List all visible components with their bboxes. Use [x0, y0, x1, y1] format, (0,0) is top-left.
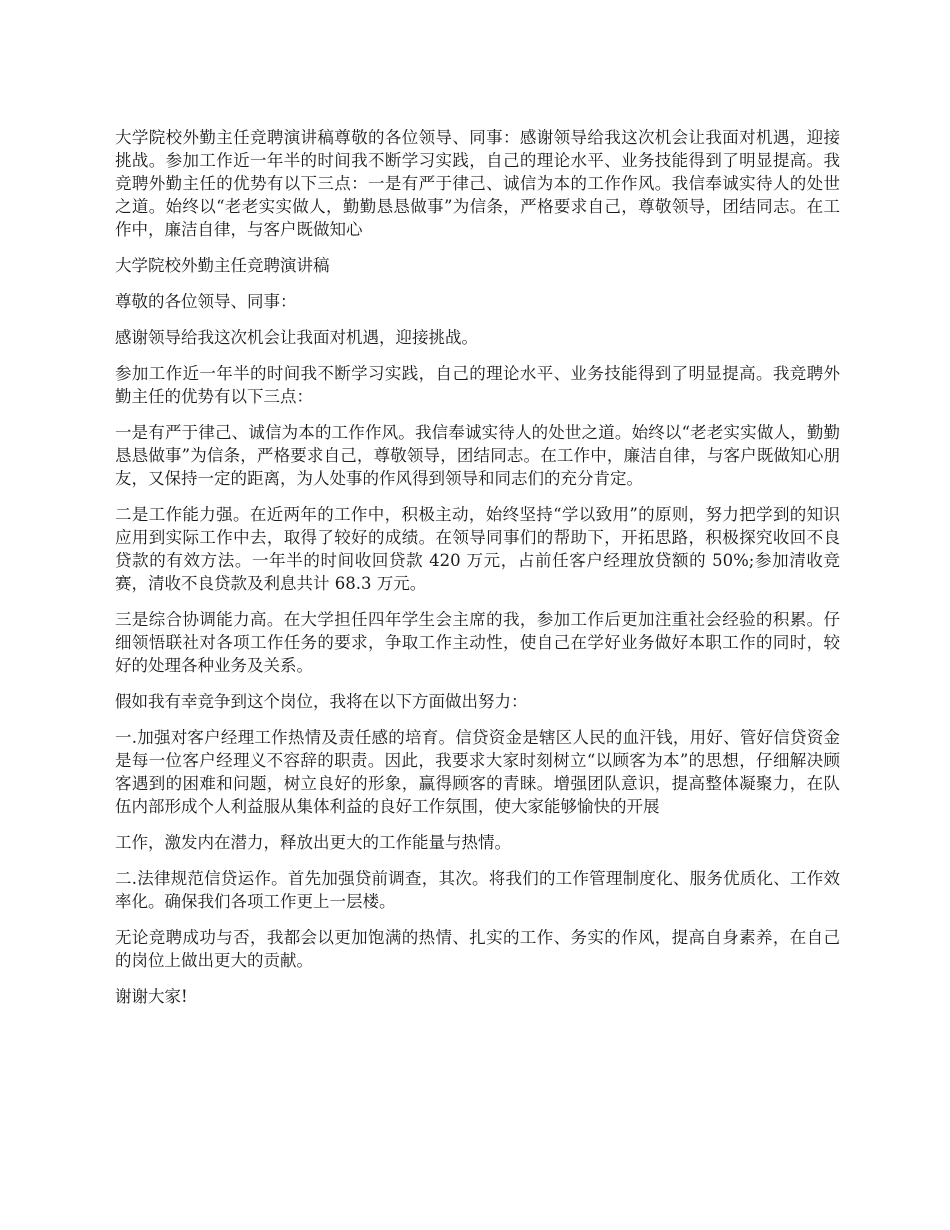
closing-paragraph: 无论竞聘成功与否，我都会以更加饱满的热情、扎实的工作、务实的作风，提高自身素养，在自己的岗位上做出更大的贡献。: [115, 928, 840, 970]
document-body: [115, 126, 840, 1021]
plan-two-paragraph: 二.法律规范信贷运作。首先加强贷前调查，其次。将我们的工作管理制度化、服务优质化、工作效率化。确保我们各项工作更上一层楼。: [115, 869, 840, 911]
intro-summary-paragraph: 大学院校外勤主任竞聘演讲稿尊敬的各位领导、同事：感谢领导给我这次机会让我面对机遇，迎接挑战。参加工作近一年半的时间我不断学习实践，自己的理论水平、业务技能得到了明显提高。我竞聘外勤主任的优势有以下三点：一是有严于律己、诚信为本的工作作风。我信奉诚实待人的处世之道。始终以“老老实实做人，勤勤恳恳做事”为信条，严格要求自己，尊敬领导，团结同志。在工作中，廉洁自律，与客户既做知心: [115, 128, 840, 239]
strength-one-paragraph: 一是有严于律己、诚信为本的工作作风。我信奉诚实待人的处世之道。始终以“老老实实做人，勤勤恳恳做事”为信条，严格要求自己，尊敬领导，团结同志。在工作中，廉洁自律，与客户既做知心朋友，又保持一定的距离，为人处事的作风得到领导和同志们的充分肯定。: [115, 423, 840, 488]
experience-paragraph: 参加工作近一年半的时间我不断学习实践，自己的理论水平、业务技能得到了明显提高。我竞聘外勤主任的优势有以下三点：: [115, 364, 840, 406]
salutation: 尊敬的各位领导、同事：: [115, 292, 297, 311]
strength-three-paragraph: 三是综合协调能力高。在大学担任四年学生会主席的我，参加工作后更加注重社会经验的积累。仔细领悟联社对各项工作任务的要求，争取工作主动性，使自己在学好业务做好本职工作的同时，较好的处理各种业务及关系。: [115, 610, 840, 675]
speech-title: 大学院校外勤主任竞聘演讲稿: [115, 256, 330, 275]
plan-one-paragraph: 一.加强对客户经理工作热情及责任感的培育。信贷资金是辖区人民的血汗钱，用好、管好信贷资金是每一位客户经理义不容辞的职责。因此，我要求大家时刻树立“以顾客为本”的思想，仔细解决顾客遇到的困难和问题，树立良好的形象，赢得顾客的青睐。增强团队意识，提高整体凝聚力，在队伍内部形成个人利益服从集体利益的良好工作氛围，使大家能够愉快的开展: [115, 728, 840, 816]
strength-two-paragraph: 二是工作能力强。在近两年的工作中，积极主动，始终坚持“学以致用”的原则，努力把学到的知识应用到实际工作中去，取得了较好的成绩。在领导同事们的帮助下，开拓思路，积极探究收回不良贷款的有效方法。一年半的时间收回贷款 420 万元，占前任客户经理放贷额的 50%;参加清收竞赛，清收不良贷款及利息共计 68.3 万元。: [115, 505, 840, 593]
plan-one-continued-paragraph: 工作，激发内在潜力，释放出更大的工作能量与热情。: [115, 833, 511, 852]
commitment-intro-paragraph: 假如我有幸竞争到这个岗位，我将在以下方面做出努力：: [115, 692, 528, 711]
thank-you-line: 谢谢大家!: [115, 987, 188, 1006]
thanks-paragraph: 感谢领导给我这次机会让我面对机遇，迎接挑战。: [115, 328, 478, 347]
